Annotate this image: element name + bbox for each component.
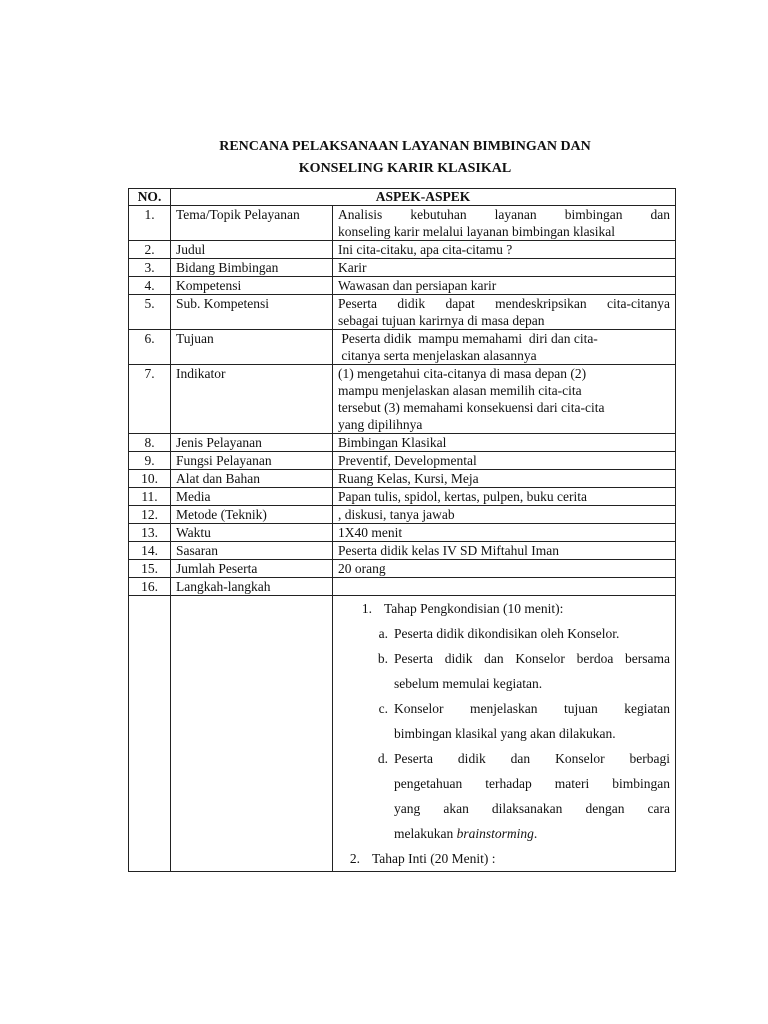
substep-line: Konselor menjelaskan tujuan kegiatan: [394, 701, 671, 716]
row-value: Ruang Kelas, Kursi, Meja: [333, 470, 676, 488]
row-number: 15.: [129, 560, 171, 578]
table-row: [129, 542, 676, 560]
row-label: Jumlah Peserta: [171, 560, 333, 578]
row-value: [333, 330, 676, 365]
substep-d: [338, 746, 670, 846]
substep-line-italic: brainstorming: [456, 826, 534, 841]
row-value-line: Peserta didik mampu memahami diri dan cita-: [338, 331, 598, 346]
substep-text: [394, 621, 670, 646]
row-number: 9.: [129, 452, 171, 470]
row-label: Tujuan: [171, 330, 333, 365]
row-value: 1X40 menit: [333, 524, 676, 542]
table-row: [129, 488, 676, 506]
row-value: Ini cita-citaku, apa cita-citamu ?: [333, 241, 676, 259]
substep-line: Peserta didik dikondisikan oleh Konselor.: [394, 626, 620, 641]
row-number: 10.: [129, 470, 171, 488]
row-value: 20 orang: [333, 560, 676, 578]
row-label: Jenis Pelayanan: [171, 434, 333, 452]
step-2: [338, 846, 670, 871]
row-value: Peserta didik kelas IV SD Miftahul Iman: [333, 542, 676, 560]
table-row: [129, 277, 676, 295]
table-row: [129, 506, 676, 524]
row-value-line: tersebut (3) memahami konsekuensi dari cita-cita: [338, 400, 605, 415]
row-number: 2.: [129, 241, 171, 259]
row-label: Waktu: [171, 524, 333, 542]
row-value-line: konseling karir melalui layanan bimbingan klasikal: [338, 224, 616, 239]
steps-number-cell: [129, 596, 171, 872]
row-number: 12.: [129, 506, 171, 524]
table-row: [129, 206, 676, 241]
table-row: [129, 470, 676, 488]
row-number: 3.: [129, 259, 171, 277]
substep-line-prefix: melakukan: [394, 826, 457, 841]
step-1: [338, 596, 670, 621]
row-label: Alat dan Bahan: [171, 470, 333, 488]
substep-line: [394, 821, 670, 846]
substep-line: sebelum memulai kegiatan.: [394, 676, 543, 691]
title-line-2: KONSELING KARIR KLASIKAL: [298, 161, 512, 176]
row-value-line: (1) mengetahui cita-citanya di masa depan (2): [338, 366, 587, 381]
row-label: Langkah-langkah: [171, 578, 333, 596]
substep-line: pengetahuan terhadap materi bimbingan: [394, 776, 671, 791]
substep-line: bimbingan klasikal yang akan dilakukan.: [394, 726, 616, 741]
row-value: Preventif, Developmental: [333, 452, 676, 470]
document-title: [0, 136, 768, 180]
substep-text: [394, 646, 670, 696]
row-number: 5.: [129, 295, 171, 330]
title-line-1: RENCANA PELAKSANAAN LAYANAN BIMBINGAN DAN: [219, 139, 591, 154]
substep-line: yang akan dilaksanakan dengan cara: [394, 801, 671, 816]
substep-line-suffix: .: [533, 826, 538, 841]
substep-c: [338, 696, 670, 746]
row-label: Media: [171, 488, 333, 506]
row-label: Metode (Teknik): [171, 506, 333, 524]
row-number: 6.: [129, 330, 171, 365]
table-row: [129, 330, 676, 365]
substep-line: Peserta didik dan Konselor berbagi: [394, 751, 671, 766]
row-value: [333, 365, 676, 434]
substep-b: [338, 646, 670, 696]
step-text: Tahap Pengkondisian (10 menit):: [384, 601, 564, 616]
row-number: 7.: [129, 365, 171, 434]
row-value: Wawasan dan persiapan karir: [333, 277, 676, 295]
row-number: 14.: [129, 542, 171, 560]
row-number: 11.: [129, 488, 171, 506]
header-aspek: ASPEK-ASPEK: [171, 189, 676, 206]
row-label: Sub. Kompetensi: [171, 295, 333, 330]
row-value: , diskusi, tanya jawab: [333, 506, 676, 524]
row-label: Tema/Topik Pelayanan: [171, 206, 333, 241]
substep-text: [394, 746, 670, 846]
row-value-line: yang dipilihnya: [338, 417, 423, 432]
table-row: [129, 524, 676, 542]
row-value-line: citanya serta menjelaskan alasannya: [338, 348, 537, 363]
row-number: 4.: [129, 277, 171, 295]
row-value: [333, 206, 676, 241]
row-number: 16.: [129, 578, 171, 596]
table-row: [129, 434, 676, 452]
substep-text: [394, 696, 670, 746]
steps-label-cell: [171, 596, 333, 872]
row-number: 13.: [129, 524, 171, 542]
step-text: Tahap Inti (20 Menit) :: [372, 851, 496, 866]
row-value: [333, 295, 676, 330]
step-number: 1.: [361, 601, 372, 616]
row-label: Judul: [171, 241, 333, 259]
substep-label: b.: [377, 651, 388, 666]
table-row: [129, 241, 676, 259]
substep-label: c.: [378, 701, 388, 716]
row-number: 8.: [129, 434, 171, 452]
table-header-row: [129, 189, 676, 206]
row-number: 1.: [129, 206, 171, 241]
header-no: NO.: [129, 189, 171, 206]
table-row: [129, 295, 676, 330]
substep-label: a.: [378, 626, 388, 641]
substep-label: d.: [377, 751, 388, 766]
row-value: Bimbingan Klasikal: [333, 434, 676, 452]
row-label: Bidang Bimbingan: [171, 259, 333, 277]
substep-line: Peserta didik dan Konselor berdoa bersama: [394, 651, 671, 666]
row-label: Kompetensi: [171, 277, 333, 295]
row-value-line: Peserta didik dapat mendeskripsikan cita-citanya: [338, 296, 671, 311]
step-number: 2.: [349, 851, 360, 866]
table-row: [129, 452, 676, 470]
row-value: Karir: [333, 259, 676, 277]
rpl-table: [128, 188, 676, 872]
row-value-line: Analisis kebutuhan layanan bimbingan dan: [338, 207, 671, 222]
table-row: [129, 560, 676, 578]
substep-a: [338, 621, 670, 646]
row-value-line: mampu menjelaskan alasan memilih cita-cita: [338, 383, 582, 398]
row-label: Sasaran: [171, 542, 333, 560]
table-row: [129, 578, 676, 596]
row-value: [333, 578, 676, 596]
table-row: [129, 259, 676, 277]
steps-content: [333, 596, 676, 872]
row-value-line: sebagai tujuan karirnya di masa depan: [338, 313, 545, 328]
steps-row: [129, 596, 676, 872]
row-label: Indikator: [171, 365, 333, 434]
table-row: [129, 365, 676, 434]
row-value: Papan tulis, spidol, kertas, pulpen, buku cerita: [333, 488, 676, 506]
row-label: Fungsi Pelayanan: [171, 452, 333, 470]
